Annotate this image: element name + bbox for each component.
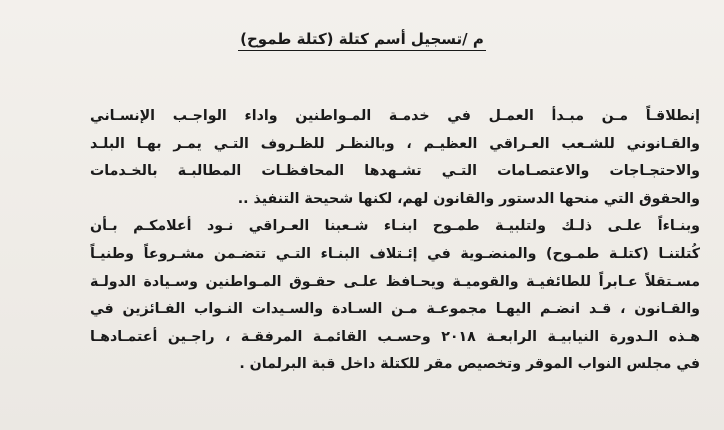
body-line-7: مسـتقلاً عـابراً للطائفيـة والقوميـة ويحـافظ علـى حقـوق المـواطنين وسـيادة الدولـة <box>90 273 700 290</box>
subject-text: م /تسجيل أسم كتلة (كتلة طموح) <box>238 30 486 51</box>
body-line-5: وبنـاءاً علـى ذلـك ولتلبيـة طمـوح ابنـاء شـعبنا العـراقي نـود أعلامكـم بـأن <box>90 218 700 235</box>
body-line-4: والحقوق التي منحها الدستور والقانون لهم، لكنها شحيحة التنفيذ .. <box>237 190 700 207</box>
body-line-2: والقـانوني للشـعب العـراقي العظيـم ، وبالنظـر للظـروف التـي يمـر بهـا البلـد <box>90 135 700 152</box>
body-line-6: كُتلتنـا (كتلـة طمـوح) والمنضـوية في إئـتلاف البنـاء التـي تتضـمن مشـروعاً وطنيـاً <box>90 245 700 262</box>
letter-body <box>90 103 700 379</box>
subject-heading <box>0 30 724 51</box>
body-line-1: إنطلاقـاً مـن مبـدأ العمـل في خدمـة المـواطنين واداء الواجـب الإنسـاني <box>90 108 700 124</box>
body-line-3: والاحتجـاجات والاعتصـامات التـي تشـهدها المحافظـات المطالبـة بالخـدمات <box>90 163 700 180</box>
body-line-8: والقـانون ، قـد انضـم اليهـا مجموعـة مـن السـادة والسـيدات النـواب الفـائزين في <box>90 301 700 318</box>
body-line-9: هـذه الـدورة النيابيـة الرابعـة ٢٠١٨ وحسـب القائمـة المرفقـة ، راجـين أعتمـادهـا <box>90 328 700 345</box>
body-line-10: في مجلس النواب الموقر وتخصيص مقر للكتلة داخل قبة البرلمان . <box>239 356 700 373</box>
